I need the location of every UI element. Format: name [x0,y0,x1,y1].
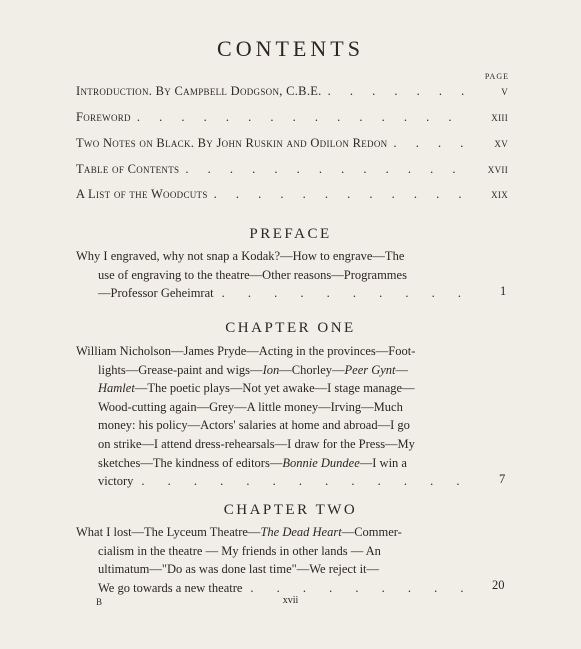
summary-line: on strike—I attend dress-rehearsals—I draw for the Press—My [98,436,415,451]
leader-dots [131,110,468,125]
summary-line: ultimatum—"Do as was done last time"—We reject it— [98,562,380,577]
summary-line-text: —Professor Geheimrat [98,286,214,301]
summary-line [76,454,476,473]
summary-line: money: his policy—Actors' salaries at home and abroad—I go [98,418,410,433]
italic-title: The Dead Heart [260,525,342,539]
chapter-one-heading: CHAPTER ONE [225,320,356,336]
toc-entry-introduction[interactable] [76,84,508,102]
toc-entry-label: Introduction. By Campbell Dodgson, C.B.E. [76,84,322,98]
leader-dots [179,162,468,177]
summary-text: lights—Grease-paint and wigs— [98,362,263,377]
chapter-two-heading: CHAPTER TWO [223,502,358,518]
page-column-label: PAGE [484,72,509,81]
chapter-two-summary [76,523,476,597]
preface-page: 1 [500,284,507,298]
summary-line: William Nicholson—James Pryde—Acting in the provinces—Foot- [76,344,416,358]
toc-entry-page: v [501,84,508,98]
page-title: CONTENTS [217,36,364,61]
italic-title: Hamlet [98,381,135,396]
leader-dots [214,284,476,303]
summary-line [76,379,476,398]
leader-dots [322,84,468,99]
toc-entry-page: xiii [491,110,508,124]
summary-line [76,523,476,542]
leader-dots [208,187,468,202]
summary-text: What I lost—The Lyceum Theatre— [76,525,261,539]
summary-text: sketches—The kindness of editors— [98,455,283,470]
toc-entry-foreword[interactable] [76,110,508,128]
summary-line-last [76,284,476,303]
toc-entry-page: xix [491,187,508,201]
chapter-one-page: 7 [499,472,506,486]
summary-line: Wood-cutting again—Grey—A little money—Irving—Much [98,399,403,414]
chapter-two-page: 20 [492,578,505,592]
summary-line-text: victory [98,474,134,489]
summary-text: —Commer- [341,525,402,539]
summary-line: use of engraving to the theatre—Other reasons—Programmes [98,267,407,282]
summary-text: —The poetic plays—Not yet awake—I stage manage— [134,381,415,396]
toc-entry-page: xv [494,136,508,150]
summary-line: cialism in the theatre — My friends in other lands — An [98,543,381,558]
italic-title: Ion [262,362,280,377]
toc-entry-list-of-woodcuts[interactable] [76,187,508,205]
toc-entry-label: Foreword [76,110,131,124]
summary-text: —I win a [359,455,407,470]
summary-text: — [395,362,409,377]
page-folio: xvii [282,595,299,606]
leader-dots [133,472,476,491]
leader-dots [387,136,468,151]
toc-entry-label: Table of Contents [76,162,180,176]
toc-entry-label: Two Notes on Black. By John Ruskin and Odilon Redon [76,136,388,150]
summary-line: Why I engraved, why not snap a Kodak?—How to engrave—The [76,249,405,263]
chapter-one-summary [76,342,476,491]
toc-entry-label: A List of the Woodcuts [76,187,208,201]
signature-mark: B [96,597,103,607]
preface-heading: PREFACE [249,226,332,242]
toc-entry-table-of-contents[interactable] [76,162,508,180]
toc-entry-page: xvii [487,162,508,176]
summary-line-last [76,472,476,491]
toc-entry-two-notes[interactable] [76,136,508,154]
summary-line [76,361,476,380]
summary-line-text: We go towards a new theatre [98,580,243,595]
italic-title: Bonnie Dundee [282,455,360,470]
italic-title: Peer Gynt [344,362,396,377]
summary-text: —Chorley— [279,362,345,377]
preface-summary [76,247,476,303]
